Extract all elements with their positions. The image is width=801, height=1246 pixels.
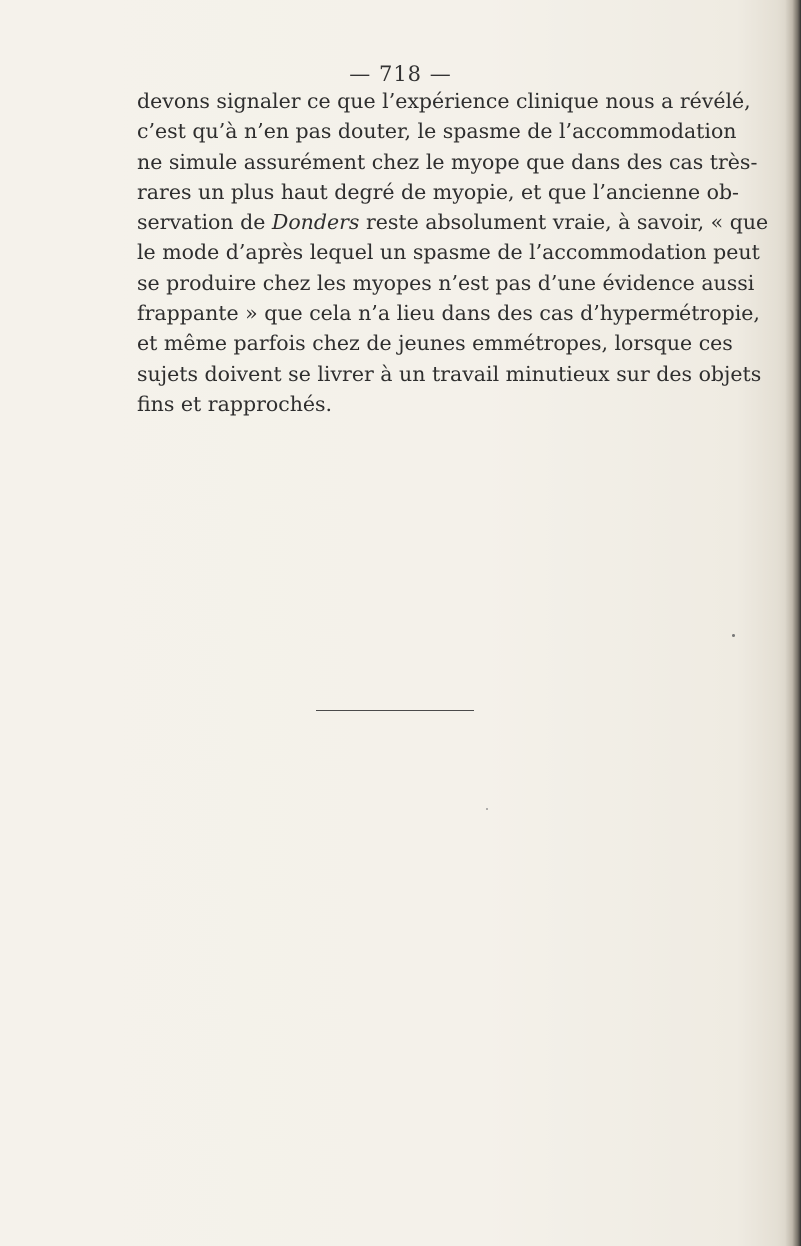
text-line: c’est qu’à n’en pas douter, le spasme de l’accommodation — [137, 119, 737, 144]
text-line: et même parfois chez de jeunes emmétropes, lorsque ces — [137, 331, 733, 356]
text-line: sujets doivent se livrer à un travail minutieux sur des objets — [137, 361, 762, 386]
text-line: se produire chez les myopes n’est pas d’une évidence aussi — [137, 270, 755, 295]
text-line: rares un plus haut degré de myopie, et que l’ancienne ob- — [137, 179, 739, 204]
author-name: Donders — [271, 210, 360, 235]
paper-speck — [732, 634, 735, 637]
text-line — [137, 207, 769, 237]
body-paragraph — [137, 86, 769, 419]
text-line: frappante » que cela n’a lieu dans des cas d’hypermétropie, — [137, 301, 760, 326]
page-number: — 718 — — [349, 62, 452, 86]
text-fragment: servation de — [137, 210, 272, 235]
text-line: le mode d’après lequel un spasme de l’accommodation peut — [137, 240, 760, 265]
text-line: fins et rapprochés. — [137, 391, 333, 416]
section-divider — [316, 710, 474, 711]
text-line: devons signaler ce que l’expérience clinique nous a révélé, — [137, 89, 751, 113]
paper-speck — [486, 808, 488, 810]
text-line: ne simule assurément chez le myope que dans des cas très- — [137, 149, 758, 174]
page-edge-shadow — [785, 0, 801, 1246]
text-fragment: reste absolument vraie, à savoir, « que — [359, 210, 769, 235]
